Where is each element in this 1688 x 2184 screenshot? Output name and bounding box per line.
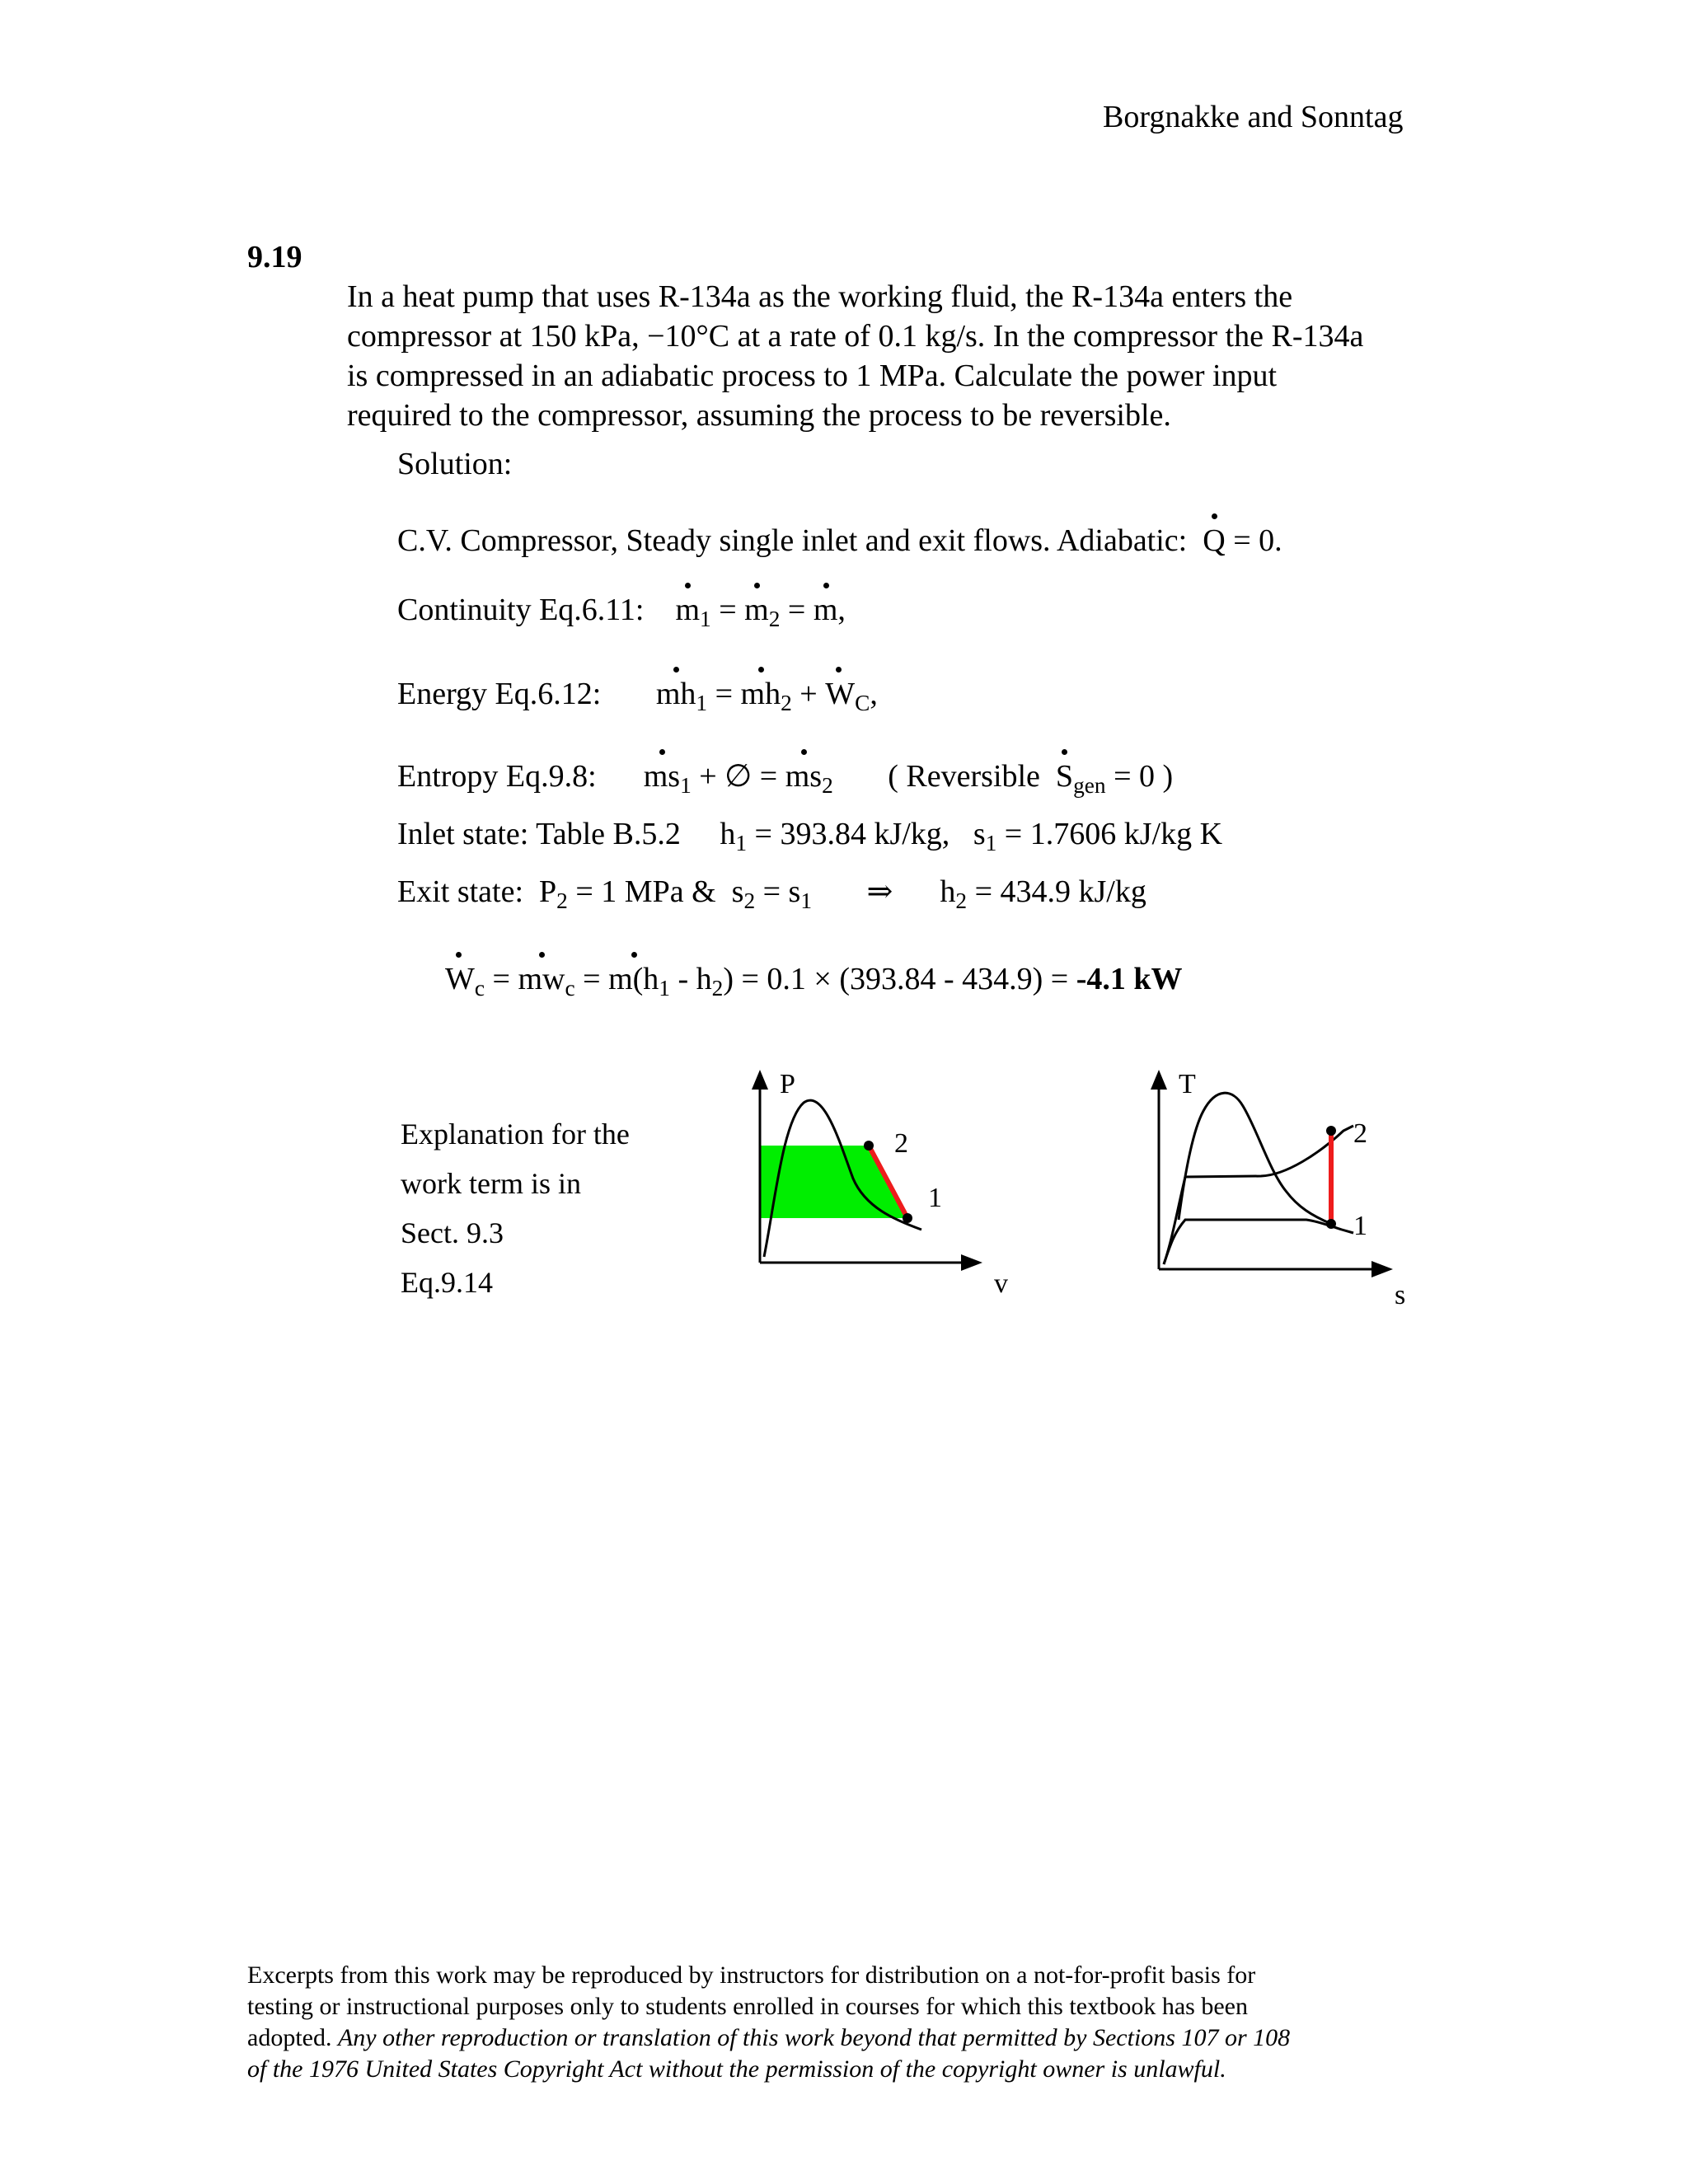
inlet-label: Inlet state: Table B.5.2 <box>397 817 681 851</box>
continuity-label: Continuity Eq.6.11: <box>397 593 645 627</box>
wdot-symbol: W <box>445 959 475 999</box>
inlet-state <box>397 814 1222 854</box>
cv-eq: = 0. <box>1233 523 1282 558</box>
work-equation <box>445 959 1183 999</box>
header-authors: Borgnakke and Sonntag <box>1103 100 1404 134</box>
pv-v-label: v <box>994 1268 1008 1299</box>
subscript: gen <box>1073 773 1106 799</box>
plus-zero: + ∅ = <box>699 759 778 794</box>
explanation-line: Sect. 9.3 <box>401 1216 504 1249</box>
subscript: 1 <box>985 831 997 856</box>
pv-state-1-point <box>903 1213 912 1223</box>
h1-value: = 393.84 kJ/kg, <box>754 817 950 851</box>
subscript: 2 <box>768 607 781 632</box>
exit-state <box>397 872 1146 912</box>
pv-v-axis-arrow-icon <box>961 1254 982 1271</box>
reversible-note: ( Reversible <box>888 759 1040 794</box>
control-volume-line <box>397 521 1282 560</box>
statement-line: compressor at 150 kPa, −10°C at a rate of 0.1 kg/s. In the compressor the R-134a <box>347 319 1364 354</box>
p-symbol: P <box>539 874 557 909</box>
statement-line: is compressed in an adiabatic process to 1 MPa. Calculate the power input <box>347 359 1278 393</box>
h-symbol: h <box>720 817 736 851</box>
subscript: 1 <box>735 831 748 856</box>
m-paren-term: m(h <box>608 959 659 999</box>
entropy-equation <box>397 757 1174 799</box>
equals: = <box>492 962 510 996</box>
explanation-line: Eq.9.14 <box>401 1266 493 1299</box>
ts-state-1-label: 1 <box>1353 1211 1367 1241</box>
subscript: 2 <box>822 773 833 799</box>
subscript: 1 <box>659 976 670 1001</box>
subscript: c <box>565 976 575 1001</box>
mdot-symbol: m <box>744 590 769 630</box>
pv-state-2-label: 2 <box>894 1128 908 1159</box>
pv-state-2-point <box>864 1141 874 1151</box>
s-symbol: s <box>731 874 744 909</box>
explanation-line: work term is in <box>401 1167 581 1200</box>
pv-p-axis-arrow-icon <box>752 1070 768 1090</box>
energy-label: Energy Eq.6.12: <box>397 677 602 711</box>
cv-text: C.V. Compressor, Steady single inlet and exit flows. Adiabatic: <box>397 523 1188 558</box>
ts-state-2-point <box>1326 1126 1336 1136</box>
ms-term: ms <box>785 757 822 796</box>
ts-s-axis-arrow-icon <box>1372 1261 1393 1277</box>
explanation-line: Explanation for the <box>401 1118 630 1151</box>
pv-diagram <box>725 1055 1022 1302</box>
wdot-symbol: W <box>825 674 855 714</box>
subscript: 1 <box>696 691 708 716</box>
subscript: c <box>474 976 485 1001</box>
problem-number: 9.19 <box>247 240 302 274</box>
work-result: -4.1 kW <box>1076 962 1183 996</box>
pv-state-1-label: 1 <box>928 1183 942 1213</box>
ts-state-1-point <box>1326 1219 1336 1229</box>
subscript: 2 <box>556 888 568 914</box>
mh-term: mh <box>656 674 696 714</box>
footer-italic: Any other reproduction or translation of this work beyond that permitted by Sections 107 or 108 <box>337 2024 1291 2051</box>
energy-equation <box>397 674 878 714</box>
statement-line: In a heat pump that uses R-134a as the working fluid, the R-134a enters the <box>347 279 1293 314</box>
entropy-label: Entropy Eq.9.8: <box>397 759 597 794</box>
footer-normal: adopted. <box>247 2024 332 2051</box>
subscript: 1 <box>700 607 711 632</box>
mdot-symbol: m <box>814 590 838 630</box>
ts-t-axis-arrow-icon <box>1151 1070 1167 1090</box>
pv-p-label: P <box>780 1069 795 1099</box>
mh-term: mh <box>741 674 781 714</box>
plus: + <box>799 677 818 711</box>
subscript: 1 <box>800 888 813 914</box>
ts-s-label: s <box>1395 1280 1406 1310</box>
mdot-symbol: m <box>675 590 700 630</box>
footer-line: of the 1976 United States Copyright Act without the permission of the copyright owner is unlawful. <box>247 2055 1226 2083</box>
ts-diagram <box>1121 1055 1418 1319</box>
subscript: 1 <box>680 773 692 799</box>
reversible-close: = 0 ) <box>1114 759 1174 794</box>
implies-arrow-icon: ⇒ <box>866 874 893 909</box>
minus-h: - h <box>678 962 712 996</box>
subscript: 2 <box>955 888 968 914</box>
h2-value: = 434.9 kJ/kg <box>974 874 1146 909</box>
continuity-equation <box>397 590 846 630</box>
s-symbol: s <box>973 817 986 851</box>
sdot-symbol: S <box>1056 757 1073 796</box>
work-calculation: ) = 0.1 × (393.84 - 434.9) = <box>723 962 1069 996</box>
h-symbol: h <box>940 874 956 909</box>
s1-value: = 1.7606 kJ/kg K <box>1004 817 1223 851</box>
solution-label: Solution: <box>397 447 513 481</box>
subscript: C <box>855 691 870 716</box>
equals: = <box>583 962 601 996</box>
comma: , <box>870 677 878 711</box>
equals: = <box>715 677 734 711</box>
ts-low-pressure-isobar <box>1164 1220 1353 1264</box>
footer-line: testing or instructional purposes only to students enrolled in courses for which this textbook has been <box>247 1993 1248 2020</box>
s-equals: = s <box>762 874 801 909</box>
subscript: 2 <box>711 976 724 1001</box>
mw-term: mw <box>518 959 565 999</box>
statement-line: required to the compressor, assuming the process to be reversible. <box>347 398 1171 433</box>
footer-line <box>247 2022 1290 2054</box>
equals: = <box>719 593 737 627</box>
comma: , <box>837 593 846 627</box>
ts-state-2-label: 2 <box>1353 1118 1367 1149</box>
ms-term: ms <box>644 757 680 796</box>
equals: = <box>787 593 806 627</box>
ts-t-label: T <box>1179 1069 1196 1099</box>
subscript: 2 <box>743 888 756 914</box>
exit-label: Exit state: <box>397 874 524 909</box>
q-dot-symbol: Q <box>1203 521 1225 560</box>
subscript: 2 <box>781 691 792 716</box>
p2-value: = 1 MPa & <box>575 874 716 909</box>
footer-line: Excerpts from this work may be reproduced by instructors for distribution on a not-for-profit basis for <box>247 1961 1256 1989</box>
